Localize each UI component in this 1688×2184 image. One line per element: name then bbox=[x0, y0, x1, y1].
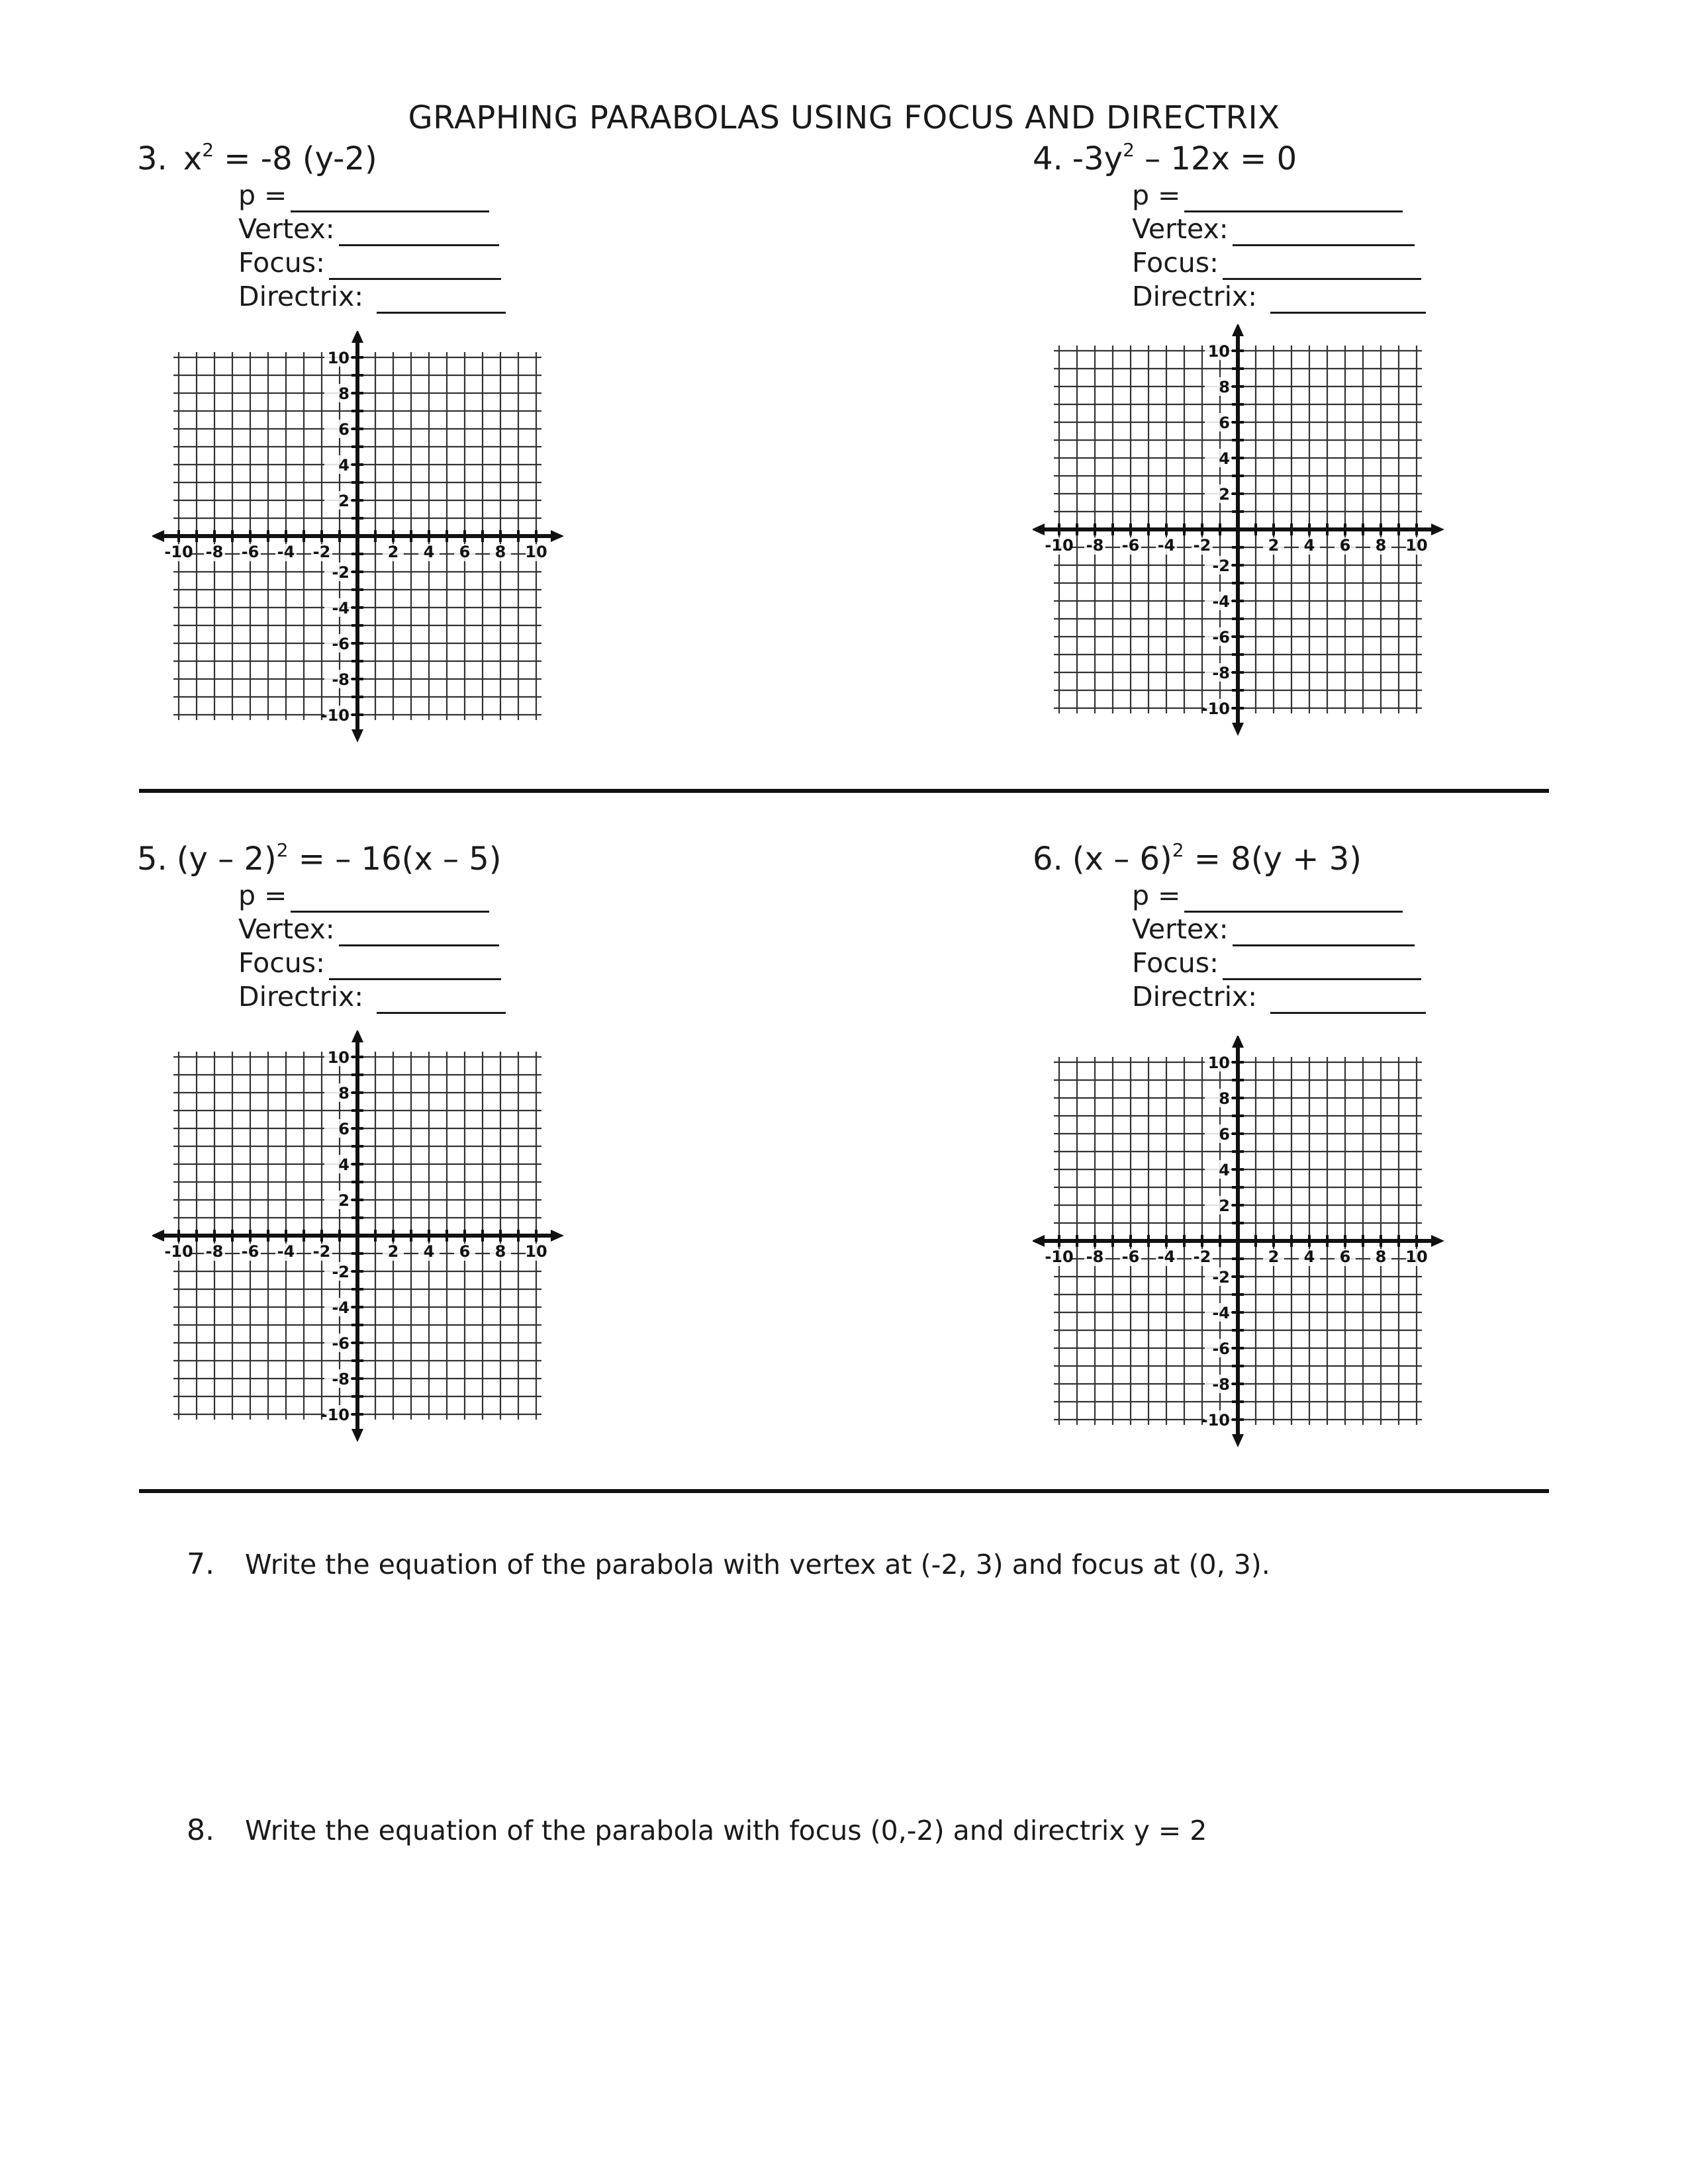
focus-field: Focus: bbox=[1132, 246, 1426, 280]
x-tick-label: -10 bbox=[1045, 536, 1074, 555]
y-tick-label: 8 bbox=[1219, 378, 1230, 396]
x-tick-label: -10 bbox=[164, 1242, 193, 1261]
y-tick-label: -2 bbox=[1212, 557, 1230, 575]
problem-5 bbox=[137, 839, 733, 1013]
x-tick-label: -4 bbox=[277, 1242, 295, 1261]
coordinate-grid-6[interactable] bbox=[1033, 1036, 1483, 1486]
y-tick-label: -4 bbox=[1212, 592, 1230, 611]
x-tick-label: -2 bbox=[312, 1242, 331, 1261]
arrow-left-icon bbox=[152, 530, 164, 542]
x-tick-label: 10 bbox=[525, 543, 547, 561]
y-tick-label: 4 bbox=[1219, 449, 1230, 468]
problem-number: 3. bbox=[137, 140, 167, 177]
y-tick-label: 6 bbox=[1219, 1125, 1230, 1144]
x-tick-label: 4 bbox=[423, 543, 435, 561]
arrow-right-icon bbox=[1431, 523, 1444, 535]
focus-blank[interactable] bbox=[329, 954, 501, 980]
y-tick-label: -4 bbox=[332, 1298, 350, 1317]
section-divider bbox=[139, 1489, 1549, 1493]
x-tick-label: -8 bbox=[205, 1242, 224, 1261]
x-tick-label: 6 bbox=[459, 543, 471, 561]
problem-3 bbox=[137, 139, 733, 312]
coordinate-grid-4[interactable] bbox=[1033, 324, 1483, 774]
y-tick-label: -2 bbox=[332, 563, 350, 582]
x-tick-label: -2 bbox=[312, 543, 331, 561]
y-tick-label: -10 bbox=[320, 1406, 350, 1424]
x-tick-label: -2 bbox=[1193, 536, 1211, 555]
problem-6 bbox=[1033, 839, 1628, 1013]
y-tick-label: 6 bbox=[338, 1120, 350, 1138]
x-tick-label: -8 bbox=[205, 543, 224, 561]
x-tick-label: 6 bbox=[1339, 1248, 1351, 1266]
x-tick-label: 8 bbox=[494, 543, 506, 561]
p-blank[interactable] bbox=[1184, 887, 1403, 913]
problem-number: 6. bbox=[1033, 841, 1063, 878]
vertex-field: Vertex: bbox=[238, 212, 506, 246]
y-tick-label: 8 bbox=[338, 385, 350, 403]
vertex-blank[interactable] bbox=[1233, 921, 1415, 946]
problem-4 bbox=[1033, 139, 1628, 312]
coordinate-grid-3[interactable] bbox=[152, 331, 602, 781]
y-tick-label: 2 bbox=[1219, 1197, 1230, 1215]
question-number: 8. bbox=[187, 1813, 214, 1847]
x-tick-label: 4 bbox=[1303, 536, 1315, 555]
directrix-field: Directrix: bbox=[1132, 280, 1426, 314]
y-tick-label: -2 bbox=[1212, 1268, 1230, 1287]
x-tick-label: 10 bbox=[525, 1242, 547, 1261]
x-tick-label: 6 bbox=[1339, 536, 1351, 555]
x-tick-label: -6 bbox=[1121, 536, 1140, 555]
vertex-field: Vertex: bbox=[1132, 212, 1426, 246]
x-tick-label: -8 bbox=[1086, 536, 1104, 555]
directrix-blank[interactable] bbox=[377, 988, 506, 1014]
p-blank[interactable] bbox=[291, 187, 489, 212]
x-tick-label: 4 bbox=[423, 1242, 435, 1261]
arrow-left-icon bbox=[1033, 523, 1045, 535]
question-text: Write the equation of the parabola with focus (0,-2) and directrix y = 2 bbox=[245, 1815, 1207, 1846]
vertex-blank[interactable] bbox=[339, 921, 499, 946]
p-blank[interactable] bbox=[291, 887, 489, 913]
vertex-blank[interactable] bbox=[1233, 220, 1415, 246]
y-tick-label: -8 bbox=[332, 1370, 350, 1388]
page-title: GRAPHING PARABOLAS USING FOCUS AND DIRECTRIX bbox=[408, 99, 1280, 136]
vertex-blank[interactable] bbox=[339, 220, 499, 246]
vertex-field: Vertex: bbox=[1132, 913, 1426, 946]
y-tick-label: 2 bbox=[1219, 485, 1230, 504]
focus-blank[interactable] bbox=[1223, 254, 1421, 280]
arrow-down-icon bbox=[1232, 1434, 1244, 1447]
arrow-down-icon bbox=[1232, 723, 1244, 736]
vertex-field: Vertex: bbox=[238, 913, 506, 946]
x-tick-label: -10 bbox=[164, 543, 193, 561]
x-tick-label: 8 bbox=[494, 1242, 506, 1261]
y-tick-label: 2 bbox=[338, 492, 350, 510]
y-tick-label: 10 bbox=[327, 1048, 350, 1067]
y-tick-label: -10 bbox=[1201, 700, 1230, 718]
arrow-down-icon bbox=[352, 729, 363, 743]
x-tick-label: 4 bbox=[1303, 1248, 1315, 1266]
y-tick-label: 6 bbox=[1219, 414, 1230, 432]
x-tick-label: 8 bbox=[1375, 1248, 1387, 1266]
x-tick-label: -4 bbox=[1157, 1248, 1176, 1266]
problem-number: 4. bbox=[1033, 140, 1063, 177]
y-tick-label: -6 bbox=[1212, 628, 1230, 647]
section-divider bbox=[139, 789, 1549, 793]
x-tick-label: -2 bbox=[1193, 1248, 1211, 1266]
problem-number: 5. bbox=[137, 841, 167, 878]
arrow-up-icon bbox=[352, 331, 363, 343]
y-tick-label: -6 bbox=[332, 635, 350, 653]
coordinate-grid-5[interactable] bbox=[152, 1030, 602, 1480]
problem-equation: 6. (x – 6)$^2$ = 8(y + 3) bbox=[1033, 839, 1362, 878]
directrix-field: Directrix: bbox=[238, 280, 506, 314]
arrow-up-icon bbox=[352, 1030, 363, 1042]
focus-field: Focus: bbox=[238, 946, 506, 980]
y-tick-label: 10 bbox=[1207, 1054, 1230, 1072]
arrow-down-icon bbox=[352, 1429, 363, 1442]
x-tick-label: 8 bbox=[1375, 536, 1387, 555]
x-tick-label: 10 bbox=[1405, 536, 1428, 555]
p-field: p = bbox=[1132, 879, 1426, 913]
x-tick-label: 2 bbox=[387, 543, 399, 561]
x-tick-label: -4 bbox=[277, 543, 295, 561]
x-tick-label: -8 bbox=[1086, 1248, 1104, 1266]
question-number: 7. bbox=[187, 1547, 214, 1581]
x-tick-label: 6 bbox=[459, 1242, 471, 1261]
x-tick-label: -4 bbox=[1157, 536, 1176, 555]
problem-equation: 4. $-3y^2 - 12x = 0$ bbox=[1033, 139, 1297, 177]
p-blank[interactable] bbox=[1184, 187, 1403, 212]
p-field: p = bbox=[238, 879, 506, 913]
focus-blank[interactable] bbox=[1223, 954, 1421, 980]
problem-equation: 3. $x^2 = -8$ (y-2) bbox=[137, 139, 377, 177]
x-tick-label: 2 bbox=[387, 1242, 399, 1261]
y-tick-label: 4 bbox=[338, 1156, 350, 1174]
x-tick-label: -6 bbox=[1121, 1248, 1140, 1266]
y-tick-label: -10 bbox=[320, 706, 350, 725]
y-tick-label: 8 bbox=[1219, 1089, 1230, 1108]
y-tick-label: -10 bbox=[1201, 1411, 1230, 1430]
question-text: Write the equation of the parabola with vertex at (-2, 3) and focus at (0, 3). bbox=[245, 1549, 1270, 1580]
y-tick-label: 2 bbox=[338, 1191, 350, 1210]
x-tick-label: -10 bbox=[1045, 1248, 1074, 1266]
y-tick-label: -8 bbox=[1212, 1375, 1230, 1394]
y-tick-label: -6 bbox=[332, 1334, 350, 1353]
arrow-left-icon bbox=[152, 1230, 164, 1242]
arrow-up-icon bbox=[1232, 1036, 1244, 1048]
y-tick-label: 10 bbox=[1207, 342, 1230, 361]
question-7 bbox=[187, 1547, 1270, 1581]
y-tick-label: 6 bbox=[338, 420, 350, 439]
directrix-blank[interactable] bbox=[1270, 988, 1426, 1014]
directrix-blank[interactable] bbox=[1270, 288, 1426, 314]
arrow-up-icon bbox=[1232, 324, 1244, 336]
y-tick-label: 4 bbox=[338, 456, 350, 475]
x-tick-label: 10 bbox=[1405, 1248, 1428, 1266]
y-tick-label: -4 bbox=[332, 599, 350, 617]
focus-field: Focus: bbox=[1132, 946, 1426, 980]
x-tick-label: -6 bbox=[241, 1242, 259, 1261]
focus-blank[interactable] bbox=[329, 254, 501, 280]
y-tick-label: -4 bbox=[1212, 1304, 1230, 1322]
directrix-field: Directrix: bbox=[1132, 980, 1426, 1014]
x-tick-label: 2 bbox=[1268, 1248, 1280, 1266]
y-tick-label: -2 bbox=[332, 1263, 350, 1281]
y-tick-label: 4 bbox=[1219, 1161, 1230, 1179]
arrow-right-icon bbox=[551, 1230, 564, 1242]
y-tick-label: 10 bbox=[327, 349, 350, 367]
y-tick-label: -6 bbox=[1212, 1340, 1230, 1358]
arrow-right-icon bbox=[1431, 1235, 1444, 1247]
x-tick-label: 2 bbox=[1268, 536, 1280, 555]
x-tick-label: -6 bbox=[241, 543, 259, 561]
directrix-blank[interactable] bbox=[377, 288, 506, 314]
y-tick-label: -8 bbox=[332, 670, 350, 689]
focus-field: Focus: bbox=[238, 246, 506, 280]
arrow-left-icon bbox=[1033, 1235, 1045, 1247]
p-field: p = bbox=[238, 179, 506, 212]
problem-equation: 5. (y – 2)$^2$ = – 16(x – 5) bbox=[137, 839, 502, 878]
question-8 bbox=[187, 1813, 1207, 1847]
arrow-right-icon bbox=[551, 530, 564, 542]
directrix-field: Directrix: bbox=[238, 980, 506, 1014]
p-field: p = bbox=[1132, 179, 1426, 212]
y-tick-label: 8 bbox=[338, 1084, 350, 1103]
y-tick-label: -8 bbox=[1212, 664, 1230, 682]
